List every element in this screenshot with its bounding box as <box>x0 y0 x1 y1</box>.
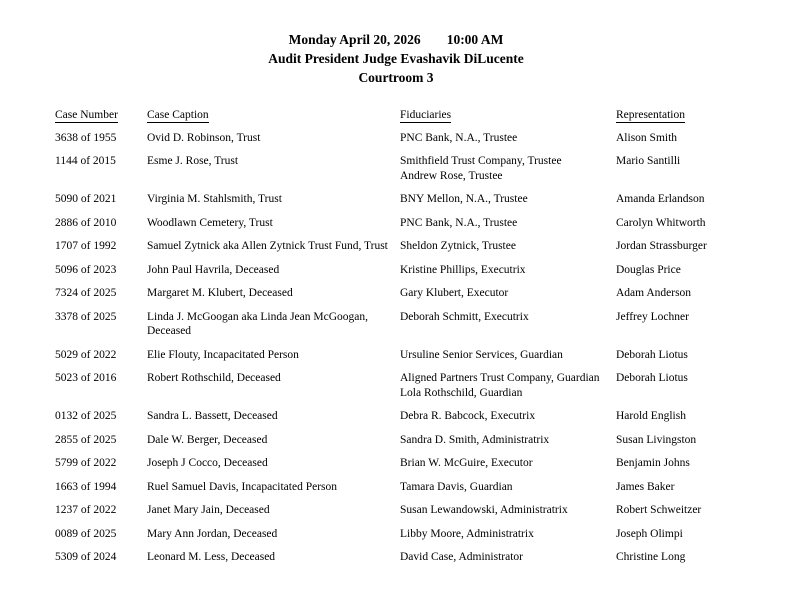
cell-case-number: 3638 of 1955 <box>55 131 117 144</box>
table-row[interactable] <box>55 343 737 367</box>
cell-fiduciaries: Gary Klubert, Executor <box>400 287 509 299</box>
cell-case-caption: Robert Rothschild, Deceased <box>147 372 281 384</box>
table-row[interactable] <box>55 258 737 282</box>
column-header-representation: Representation <box>616 109 685 121</box>
cell-representation: Alison Smith <box>616 131 678 144</box>
hearing-title: Audit President Judge Evashavik DiLucente <box>268 51 524 66</box>
cell-representation: Deborah Liotus <box>616 372 688 384</box>
cell-representation: Mario Santilli <box>616 155 681 167</box>
cell-case-caption: Mary Ann Jordan, Deceased <box>147 527 278 540</box>
cell-case-caption: Linda J. McGoogan aka Linda Jean McGoogan, Deceased <box>147 310 368 337</box>
column-header-case-number: Case Number <box>55 109 118 121</box>
table-row[interactable] <box>55 499 737 523</box>
table-row[interactable] <box>55 211 737 235</box>
cell-fiduciaries: PNC Bank, N.A., Trustee <box>400 216 518 229</box>
cell-case-caption: Virginia M. Stahlsmith, Trust <box>147 193 282 205</box>
table-row[interactable] <box>55 126 737 150</box>
cell-representation: Harold English <box>616 410 686 422</box>
table-row[interactable] <box>55 367 737 405</box>
cell-fiduciaries: Deborah Schmitt, Executrix <box>400 310 529 323</box>
table-row[interactable] <box>55 405 737 429</box>
table-row[interactable] <box>55 452 737 476</box>
cell-representation: James Baker <box>616 480 675 493</box>
cell-case-caption: John Paul Havrila, Deceased <box>147 263 280 276</box>
cell-fiduciaries: Libby Moore, Administratrix <box>400 527 534 540</box>
document-header <box>55 30 737 87</box>
cell-representation: Adam Anderson <box>616 287 692 299</box>
cell-fiduciaries: Susan Lewandowski, Administratrix <box>400 504 568 516</box>
cell-case-caption: Woodlawn Cemetery, Trust <box>147 216 273 229</box>
cell-case-caption: Ruel Samuel Davis, Incapacitated Person <box>147 480 338 493</box>
table-row[interactable] <box>55 522 737 546</box>
cell-case-number: 5029 of 2022 <box>55 348 117 361</box>
cell-case-number: 2855 of 2025 <box>55 433 117 446</box>
docket-table-body <box>55 126 737 569</box>
cell-fiduciaries: PNC Bank, N.A., Trustee <box>400 131 518 144</box>
cell-representation: Deborah Liotus <box>616 348 688 361</box>
table-header-row <box>55 109 737 126</box>
hearing-date: Monday April 20, 2026 <box>288 32 421 47</box>
cell-case-number: 0089 of 2025 <box>55 527 117 540</box>
table-row[interactable] <box>55 428 737 452</box>
cell-case-number: 5090 of 2021 <box>55 193 117 205</box>
cell-case-number: 5096 of 2023 <box>55 263 117 276</box>
cell-case-number: 2886 of 2010 <box>55 216 117 229</box>
cell-case-number: 1144 of 2015 <box>55 155 116 167</box>
cell-case-caption: Esme J. Rose, Trust <box>147 155 239 167</box>
cell-case-caption: Sandra L. Bassett, Deceased <box>147 410 278 422</box>
cell-case-caption: Samuel Zytnick aka Allen Zytnick Trust Fund, Trust <box>147 240 388 252</box>
cell-representation: Robert Schweitzer <box>616 504 702 516</box>
table-row[interactable] <box>55 305 737 343</box>
cell-case-number: 7324 of 2025 <box>55 287 117 299</box>
cell-representation: Carolyn Whitworth <box>616 216 706 229</box>
cell-case-caption: Joseph J Cocco, Deceased <box>147 457 268 469</box>
column-header-fiduciaries: Fiduciaries <box>400 109 452 121</box>
cell-case-caption: Dale W. Berger, Deceased <box>147 433 268 446</box>
cell-fiduciaries: BNY Mellon, N.A., Trustee <box>400 193 528 205</box>
cell-case-number: 3378 of 2025 <box>55 310 117 323</box>
cell-representation: Jordan Strassburger <box>616 240 707 252</box>
cell-fiduciaries: Brian W. McGuire, Executor <box>400 457 533 469</box>
cell-case-number: 5799 of 2022 <box>55 457 117 469</box>
cell-representation: Douglas Price <box>616 263 681 276</box>
cell-fiduciaries: Ursuline Senior Services, Guardian <box>400 348 563 361</box>
cell-representation: Christine Long <box>616 551 686 563</box>
cell-case-number: 1237 of 2022 <box>55 504 117 516</box>
cell-representation: Jeffrey Lochner <box>616 310 689 323</box>
cell-fiduciaries: Aligned Partners Trust Company, Guardian Lola Rothschild, Guardian <box>400 372 600 399</box>
docket-table <box>55 109 737 569</box>
cell-case-caption: Elie Flouty, Incapacitated Person <box>147 348 299 361</box>
cell-fiduciaries: Kristine Phillips, Executrix <box>400 263 526 276</box>
cell-representation: Susan Livingston <box>616 433 697 446</box>
header-date-time-line <box>55 30 737 49</box>
cell-case-caption: Ovid D. Robinson, Trust <box>147 131 261 144</box>
cell-case-number: 1707 of 1992 <box>55 240 117 252</box>
hearing-time: 10:00 AM <box>446 32 504 47</box>
courtroom-label: Courtroom 3 <box>358 70 434 85</box>
table-row[interactable] <box>55 235 737 259</box>
table-row[interactable] <box>55 188 737 212</box>
cell-fiduciaries: Smithfield Trust Company, Trustee Andrew Rose, Trustee <box>400 155 562 182</box>
cell-representation: Amanda Erlandson <box>616 193 705 205</box>
cell-case-number: 5023 of 2016 <box>55 372 117 384</box>
cell-fiduciaries: David Case, Administrator <box>400 551 523 563</box>
cell-fiduciaries: Sandra D. Smith, Administratrix <box>400 433 550 446</box>
table-row[interactable] <box>55 475 737 499</box>
cell-representation: Joseph Olimpi <box>616 527 683 540</box>
cell-case-number: 0132 of 2025 <box>55 410 117 422</box>
cell-fiduciaries: Tamara Davis, Guardian <box>400 480 513 493</box>
cell-fiduciaries: Sheldon Zytnick, Trustee <box>400 240 516 252</box>
table-row[interactable] <box>55 546 737 570</box>
cell-case-number: 5309 of 2024 <box>55 551 117 563</box>
cell-fiduciaries: Debra R. Babcock, Executrix <box>400 410 536 422</box>
cell-case-caption: Leonard M. Less, Deceased <box>147 551 276 563</box>
cell-case-caption: Janet Mary Jain, Deceased <box>147 504 270 516</box>
cell-representation: Benjamin Johns <box>616 457 690 469</box>
cell-case-number: 1663 of 1994 <box>55 480 117 493</box>
table-row[interactable] <box>55 150 737 188</box>
column-header-case-caption: Case Caption <box>147 109 209 121</box>
table-row[interactable] <box>55 282 737 306</box>
cell-case-caption: Margaret M. Klubert, Deceased <box>147 287 293 299</box>
